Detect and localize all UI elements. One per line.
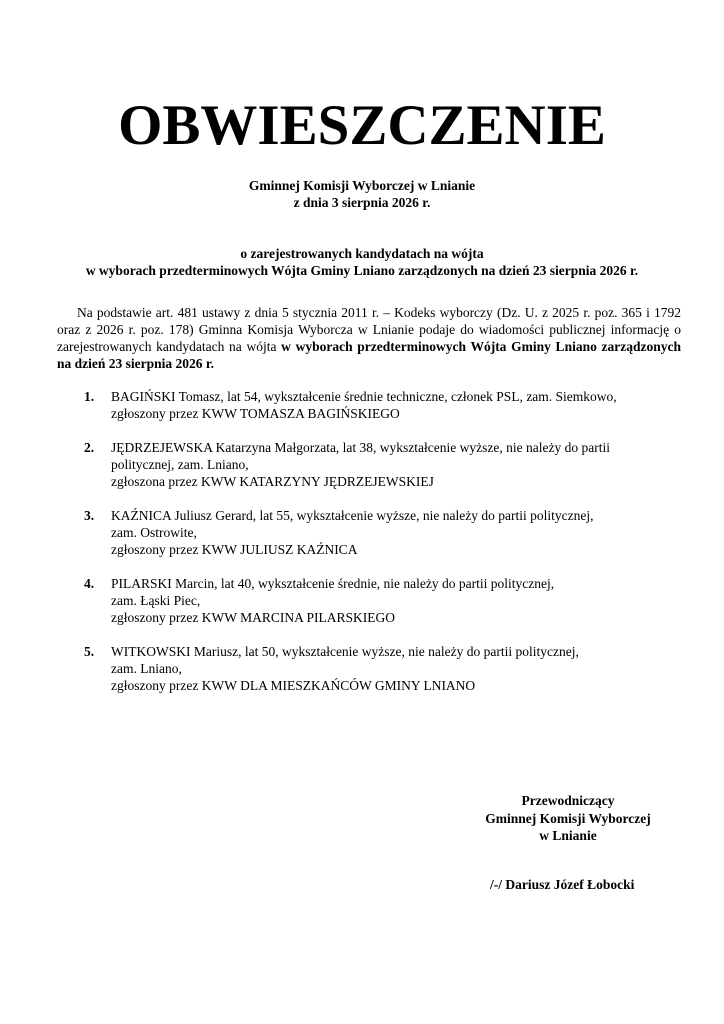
candidate-line: zgłoszony przez KWW JULIUSZ KAŹNICA: [111, 542, 358, 557]
signature-role: Przewodniczący: [521, 793, 615, 808]
candidate-line: WITKOWSKI Mariusz, lat 50, wykształcenie wyższe, nie należy do partii politycznej,: [111, 644, 579, 659]
candidate-line: PILARSKI Marcin, lat 40, wykształcenie średnie, nie należy do partii politycznej,: [111, 576, 555, 591]
subject-block: [0, 245, 724, 279]
signature-body: Gminnej Komisji Wyborczej: [485, 810, 651, 826]
candidate-line: zam. Ostrowite,: [111, 525, 197, 540]
candidate-line: JĘDRZEJEWSKA Katarzyna Małgorzata, lat 38, wykształcenie wyższe, nie należy do partii: [111, 440, 610, 455]
candidate-item: [84, 643, 684, 694]
candidate-line: KAŹNICA Juliusz Gerard, lat 55, wykształcenie wyższe, nie należy do partii politycznej,: [111, 508, 594, 523]
candidate-line: BAGIŃSKI Tomasz, lat 54, wykształcenie średnie techniczne, członek PSL, zam. Siemkowo,: [111, 389, 617, 404]
candidate-number: 3.: [84, 508, 95, 523]
issuer-block: [0, 177, 724, 211]
issuer-name: Gminnej Komisji Wyborczej w Lnianie: [248, 178, 476, 193]
candidate-line: zgłoszona przez KWW KATARZYNY JĘDRZEJEWSKIEJ: [111, 474, 434, 489]
subject-line-2: w wyborach przedterminowych Wójta Gminy Lniano zarządzonych na dzień 23 sierpnia 2026 r.: [85, 263, 639, 278]
candidate-number: 2.: [84, 440, 95, 455]
candidate-line: zam. Łąski Piec,: [111, 593, 201, 608]
candidate-item: [84, 388, 684, 422]
candidate-line: politycznej, zam. Lniano,: [111, 457, 249, 472]
subject-line-1: o zarejestrowanych kandydatach na wójta: [240, 246, 484, 261]
signer-name: /-/ Dariusz Józef Łobocki: [490, 877, 635, 892]
intro-bold-text: w wyborach przedterminowych Wójta Gminy Lniano zarządzonych na dzień 23 sierpnia 2026 r.: [57, 339, 682, 371]
issue-date: z dnia 3 sierpnia 2026 r.: [293, 195, 431, 210]
notice-title: OBWIESZCZENIE: [118, 94, 606, 157]
candidate-item: [84, 575, 684, 626]
candidate-number: 5.: [84, 644, 95, 659]
signature-block: [468, 792, 668, 845]
candidate-item: [84, 439, 684, 490]
candidate-line: zam. Lniano,: [111, 661, 182, 676]
candidate-item: [84, 507, 684, 558]
intro-paragraph: [57, 304, 681, 372]
candidate-list: [84, 388, 684, 711]
signature-place: w Lnianie: [539, 828, 597, 843]
candidate-number: 1.: [84, 389, 95, 404]
candidate-number: 4.: [84, 576, 95, 591]
intro-text: Na podstawie art. 481 ustawy z dnia 5 stycznia 2011 r. – Kodeks wyborczy (Dz. U. z 2025 r. poz. 365 i 1792 oraz z 2026 r. poz. 178) Gminna Komisja Wyborcza w Lnianie podaje do wiadomości publicznej informację o zarejestrowanych kandydatach na wójta: [57, 305, 681, 354]
candidate-line: zgłoszony przez KWW MARCINA PILARSKIEGO: [111, 610, 395, 625]
candidate-line: zgłoszony przez KWW DLA MIESZKAŃCÓW GMINY LNIANO: [111, 678, 476, 693]
candidate-line: zgłoszony przez KWW TOMASZA BAGIŃSKIEGO: [111, 406, 400, 421]
